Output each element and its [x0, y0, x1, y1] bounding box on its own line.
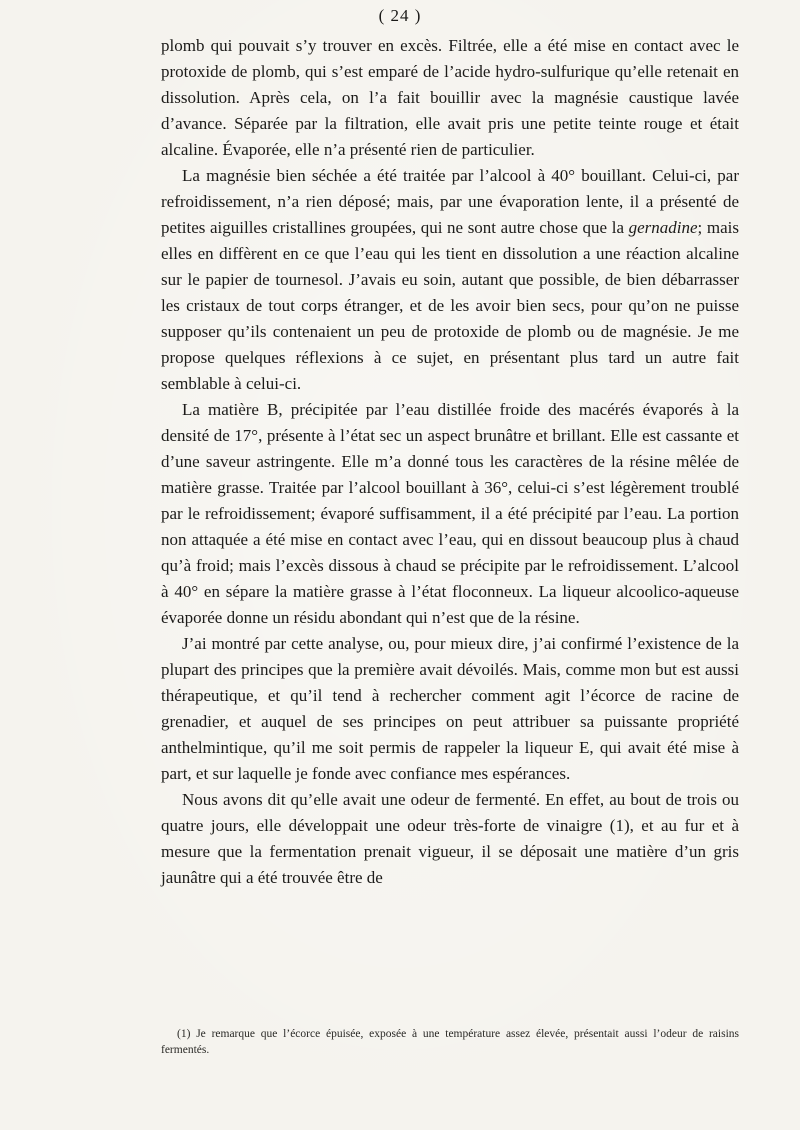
page-number: ( 24 ): [378, 6, 422, 25]
paragraph-1: plomb qui pouvait s’y trouver en excès. Filtrée, elle a été mise en contact avec le protoxide de plomb, qui s’est emparé de l’acide hydro-sulfurique qu’elle retenait en dissolution. Après cela, on l’a fait bouillir avec la magnésie caustique lavée d’avance. Séparée par la filtration, elle avait pris une petite teinte rouge et était alcaline. Évaporée, elle n’a présenté rien de particulier.: [161, 36, 739, 159]
italic-term: gernadine: [628, 218, 698, 237]
paragraph-3: La matière B, précipitée par l’eau distillée froide des macérés évaporés à la densité de 17°, présente à l’état sec un aspect brunâtre et brillant. Elle est cassante et d’une saveur astringente. Elle m’a donné tous les caractères de la résine mêlée de matière grasse. Traitée par l’alcool bouillant à 36°, celui-ci s’est légèrement troublé par le refroidissement; évaporé suffisamment, il a été précipité par l’eau. La portion non attaquée a été mise en contact avec l’eau, qui en dissout beaucoup plus à chaud qu’à froid; mais l’excès dissous à chaud se précipite par le refroidissement. L’alcool à 40° en sépare la matière grasse à l’état floconneux. La liqueur alcoolico-aqueuse évaporée donne un résidu abondant qui n’est que de la résine.: [161, 400, 739, 627]
paragraph-4: J’ai montré par cette analyse, ou, pour mieux dire, j’ai confirmé l’existence de la plupart des principes que la première avait dévoilés. Mais, comme mon but est aussi thérapeutique, et qu’il tend à rechercher comment agit l’écorce de racine de grenadier, et auquel de ses principes on peut attribuer sa puissante propriété anthelmintique, qu’il me soit permis de rappeler la liqueur E, qui avait été mise à part, et sur laquelle je fonde avec confiance mes espérances.: [161, 634, 739, 783]
paragraph-5: Nous avons dit qu’elle avait une odeur de fermenté. En effet, au bout de trois ou quatre jours, elle développait une odeur très-forte de vinaigre (1), et au fur et à mesure que la fermentation prenait vigueur, il se déposait une matière d’un gris jaunâtre qui a été trouvée être de: [161, 790, 739, 887]
footnote: [161, 1026, 739, 1058]
paragraph-2: La magnésie bien séchée a été traitée par l’alcool à 40° bouillant. Celui-ci, par refroidissement, n’a rien déposé; mais, par une évaporation lente, il a présenté de petites aiguilles cristallines groupées, qui ne sont autre chose que la gernadine; mais elles en diffèrent en ce que l’eau qui les tient en dissolution a une réaction alcaline sur le papier de tournesol. J’avais eu soin, autant que possible, de bien débarrasser les cristaux de tout corps étranger, et de les avoir bien secs, pour qu’on ne puisse supposer qu’ils contenaient un peu de protoxide de plomb ou de magnésie. Je me propose quelques réflexions à ce sujet, en présentant plus tard un autre fait semblable à celui-ci.: [161, 166, 739, 393]
footnote-text: (1) Je remarque que l’écorce épuisée, exposée à une température assez élevée, présentait aussi l’odeur de raisins fermentés.: [161, 1028, 739, 1056]
body-text: [161, 33, 739, 891]
